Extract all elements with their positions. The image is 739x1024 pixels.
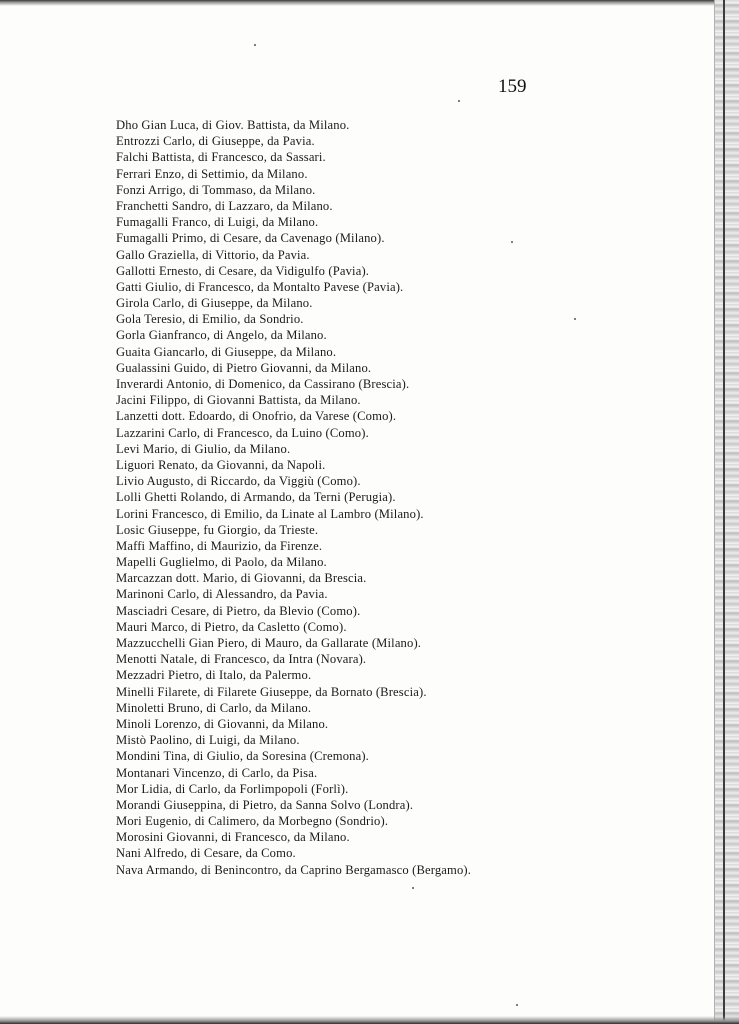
list-item: Marcazzan dott. Mario, di Giovanni, da Brescia. xyxy=(116,571,367,586)
page-top-edge xyxy=(0,0,739,6)
scan-speck xyxy=(574,318,576,320)
list-item: Ferrari Enzo, di Settimio, da Milano. xyxy=(116,166,308,181)
list-item: Menotti Natale, di Francesco, da Intra (Novara). xyxy=(116,652,367,667)
name-list xyxy=(116,117,576,878)
list-item: Lanzetti dott. Edoardo, di Onofrio, da Varese (Como). xyxy=(116,409,397,424)
list-item: Guaita Giancarlo, di Giuseppe, da Milano. xyxy=(116,344,337,359)
list-item: Minelli Filarete, di Filarete Giuseppe, da Bornato (Brescia). xyxy=(116,684,427,699)
list-item: Lazzarini Carlo, di Francesco, da Luino (Como). xyxy=(116,425,369,440)
list-item: Falchi Battista, di Francesco, da Sassari. xyxy=(116,150,326,165)
scan-speck xyxy=(412,887,414,889)
list-item: Minoletti Bruno, di Carlo, da Milano. xyxy=(116,700,312,715)
list-item: Masciadri Cesare, di Pietro, da Blevio (Como). xyxy=(116,603,361,618)
list-item: Gallotti Ernesto, di Cesare, da Vidigulfo (Pavia). xyxy=(116,263,370,278)
page-bottom-edge xyxy=(0,1016,739,1024)
list-item: Gola Teresio, di Emilio, da Sondrio. xyxy=(116,312,304,327)
list-item: Jacini Filippo, di Giovanni Battista, da Milano. xyxy=(116,393,361,408)
list-item: Gorla Gianfranco, di Angelo, da Milano. xyxy=(116,328,327,343)
list-item: Gallo Graziella, di Vittorio, da Pavia. xyxy=(116,247,310,262)
list-item: Morosini Giovanni, di Francesco, da Milano. xyxy=(116,830,350,845)
list-item: Montanari Vincenzo, di Carlo, da Pisa. xyxy=(116,765,318,780)
page-binding-edge xyxy=(714,0,739,1024)
list-item: Lorini Francesco, di Emilio, da Linate al Lambro (Milano). xyxy=(116,506,424,521)
list-item: Mapelli Guglielmo, di Paolo, da Milano. xyxy=(116,555,327,570)
scan-speck xyxy=(254,44,256,46)
list-item: Girola Carlo, di Giuseppe, da Milano. xyxy=(116,296,313,311)
list-item: Fumagalli Primo, di Cesare, da Cavenago (Milano). xyxy=(116,231,385,246)
list-item: Livio Augusto, di Riccardo, da Viggiù (Como). xyxy=(116,474,361,489)
list-item: Mor Lidia, di Carlo, da Forlimpopoli (Forlì). xyxy=(116,781,349,796)
scan-speck xyxy=(511,241,513,243)
list-item: Mistò Paolino, di Luigi, da Milano. xyxy=(116,733,300,748)
list-item: Fonzi Arrigo, di Tommaso, da Milano. xyxy=(116,182,316,197)
scan-speck xyxy=(516,1004,518,1006)
list-item: Mondini Tina, di Giulio, da Soresina (Cremona). xyxy=(116,749,369,764)
list-item: Mauri Marco, di Pietro, da Casletto (Como). xyxy=(116,619,347,634)
list-item: Franchetti Sandro, di Lazzaro, da Milano. xyxy=(116,198,333,213)
page-binding-line xyxy=(723,0,725,1024)
list-item: Liguori Renato, da Giovanni, da Napoli. xyxy=(116,457,326,472)
list-item: Nani Alfredo, di Cesare, da Como. xyxy=(116,846,296,861)
list-item: Fumagalli Franco, di Luigi, da Milano. xyxy=(116,215,319,230)
list-item: Morandi Giuseppina, di Pietro, da Sanna Solvo (Londra). xyxy=(116,797,414,812)
scan-speck xyxy=(458,100,460,102)
list-item: Inverardi Antonio, di Domenico, da Cassirano (Brescia). xyxy=(116,377,410,391)
list-item: Dho Gian Luca, di Giov. Battista, da Milano. xyxy=(116,118,350,132)
list-item: Mori Eugenio, di Calimero, da Morbegno (Sondrio). xyxy=(116,814,389,829)
list-item: Losic Giuseppe, fu Giorgio, da Trieste. xyxy=(116,522,319,537)
list-item: Lolli Ghetti Rolando, di Armando, da Terni (Perugia). xyxy=(116,490,396,505)
list-item: Mezzadri Pietro, di Italo, da Palermo. xyxy=(116,668,312,683)
list-item: Gualassini Guido, di Pietro Giovanni, da Milano. xyxy=(116,360,372,375)
list-item: Minoli Lorenzo, di Giovanni, da Milano. xyxy=(116,716,329,731)
page-number: 159 xyxy=(498,76,527,97)
list-item: Nava Armando, di Benincontro, da Caprino Bergamasco (Bergamo). xyxy=(116,862,472,877)
list-item: Entrozzi Carlo, di Giuseppe, da Pavia. xyxy=(116,134,315,149)
list-item: Levi Mario, di Giulio, da Milano. xyxy=(116,441,291,456)
list-item: Mazzucchelli Gian Piero, di Mauro, da Gallarate (Milano). xyxy=(116,636,422,650)
list-item: Gatti Giulio, di Francesco, da Montalto Pavese (Pavia). xyxy=(116,279,404,294)
list-item: Maffi Maffino, di Maurizio, da Firenze. xyxy=(116,538,323,553)
list-item: Marinoni Carlo, di Alessandro, da Pavia. xyxy=(116,587,328,602)
